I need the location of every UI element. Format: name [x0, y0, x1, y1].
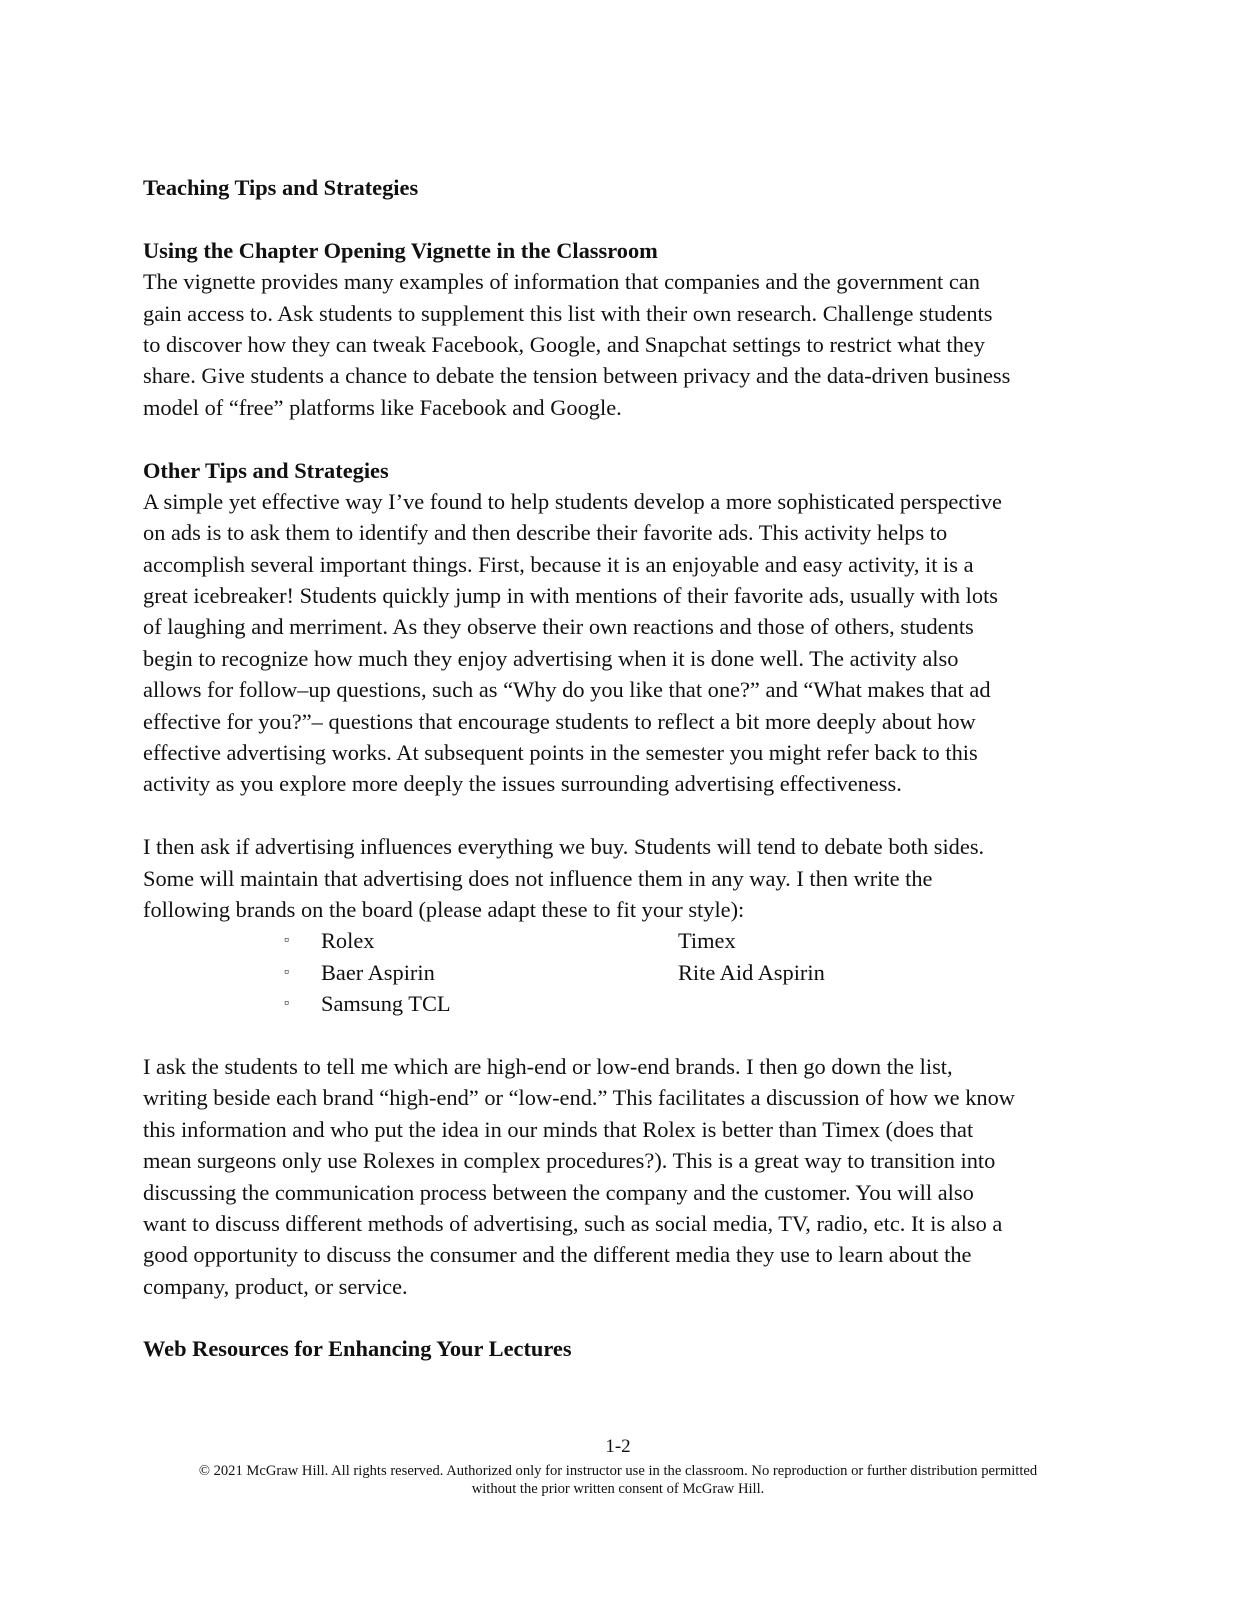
paragraph-line: accomplish several important things. First, because it is an enjoyable and easy activity, it is a	[143, 551, 974, 577]
brand-high: Rolex	[321, 928, 375, 954]
list-item	[143, 925, 1093, 956]
paragraph-line: Some will maintain that advertising does not influence them in any way. I then write the	[143, 865, 933, 891]
influence-paragraph	[143, 831, 1093, 925]
brand-high: Samsung TCL	[321, 991, 451, 1017]
paragraph-line: begin to recognize how much they enjoy advertising when it is done well. The activity also	[143, 645, 959, 671]
copyright-notice	[0, 1462, 1236, 1498]
list-item	[143, 988, 1093, 1019]
list-item	[143, 957, 1093, 988]
paragraph-line: great icebreaker! Students quickly jump in with mentions of their favorite ads, usually with lots	[143, 583, 999, 609]
paragraph-line: discussing the communication process between the company and the customer. You will also	[143, 1179, 974, 1205]
paragraph-line: activity as you explore more deeply the issues surrounding advertising effectiveness.	[143, 771, 902, 797]
paragraph-line: company, product, or service.	[143, 1273, 408, 1299]
copyright-line: © 2021 McGraw Hill. All rights reserved. Authorized only for instructor use in the classroom. No reproduction or further distribution permitted	[198, 1463, 1038, 1479]
paragraph-line: following brands on the board (please adapt these to fit your style):	[143, 896, 745, 922]
paragraph-line: mean surgeons only use Rolexes in complex procedures?). This is a great way to transition into	[143, 1148, 996, 1174]
paragraph-line: to discover how they can tweak Facebook, Google, and Snapchat settings to restrict what they	[143, 331, 985, 357]
paragraph-line: writing beside each brand “high-end” or “low-end.” This facilitates a discussion of how we know	[143, 1085, 1015, 1111]
paragraph-line: good opportunity to discuss the consumer and the different media they use to learn about the	[143, 1242, 972, 1268]
other-tips-paragraph	[143, 486, 1093, 800]
web-resources-heading: Web Resources for Enhancing Your Lectures	[143, 1336, 572, 1362]
copyright-line: without the prior written consent of McGraw Hill.	[471, 1481, 765, 1497]
brand-high: Baer Aspirin	[321, 959, 435, 985]
paragraph-line: A simple yet effective way I’ve found to help students develop a more sophisticated perspective	[143, 488, 1002, 514]
section-title: Teaching Tips and Strategies	[143, 175, 419, 200]
paragraph-line: of laughing and merriment. As they observe their own reactions and those of others, students	[143, 614, 974, 640]
vignette-heading: Using the Chapter Opening Vignette in the Classroom	[143, 237, 658, 263]
bullet-icon: ▫	[284, 964, 289, 980]
paragraph-line: I then ask if advertising influences everything we buy. Students will tend to debate both sides.	[143, 834, 985, 860]
paragraph-line: I ask the students to tell me which are high-end or low-end brands. I then go down the list,	[143, 1053, 953, 1079]
paragraph-line: The vignette provides many examples of information that companies and the government can	[143, 269, 980, 295]
brand-list	[143, 925, 1093, 1019]
paragraph-line: effective for you?”– questions that encourage students to reflect a bit more deeply about how	[143, 708, 976, 734]
paragraph-line: gain access to. Ask students to supplement this list with their own research. Challenge students	[143, 300, 993, 326]
paragraph-line: allows for follow–up questions, such as “Why do you like that one?” and “What makes that ad	[143, 677, 991, 703]
bullet-icon: ▫	[284, 996, 289, 1012]
paragraph-line: this information and who put the idea in our minds that Rolex is better than Timex (does that	[143, 1116, 974, 1142]
page-number: 1-2	[605, 1436, 631, 1457]
brands-paragraph	[143, 1051, 1093, 1302]
paragraph-line: want to discuss different methods of advertising, such as social media, TV, radio, etc. It is also a	[143, 1210, 1003, 1236]
paragraph-line: effective advertising works. At subsequent points in the semester you might refer back to this	[143, 740, 978, 766]
paragraph-line: on ads is to ask them to identify and then describe their favorite ads. This activity helps to	[143, 520, 948, 546]
brand-low: Timex	[678, 928, 736, 954]
brand-low: Rite Aid Aspirin	[678, 959, 825, 985]
paragraph-line: model of “free” platforms like Facebook and Google.	[143, 394, 622, 420]
bullet-icon: ▫	[284, 933, 289, 949]
page-content	[143, 172, 1093, 1365]
vignette-paragraph	[143, 266, 1093, 423]
paragraph-line: share. Give students a chance to debate the tension between privacy and the data-driven business	[143, 363, 1011, 389]
other-tips-heading: Other Tips and Strategies	[143, 457, 389, 483]
